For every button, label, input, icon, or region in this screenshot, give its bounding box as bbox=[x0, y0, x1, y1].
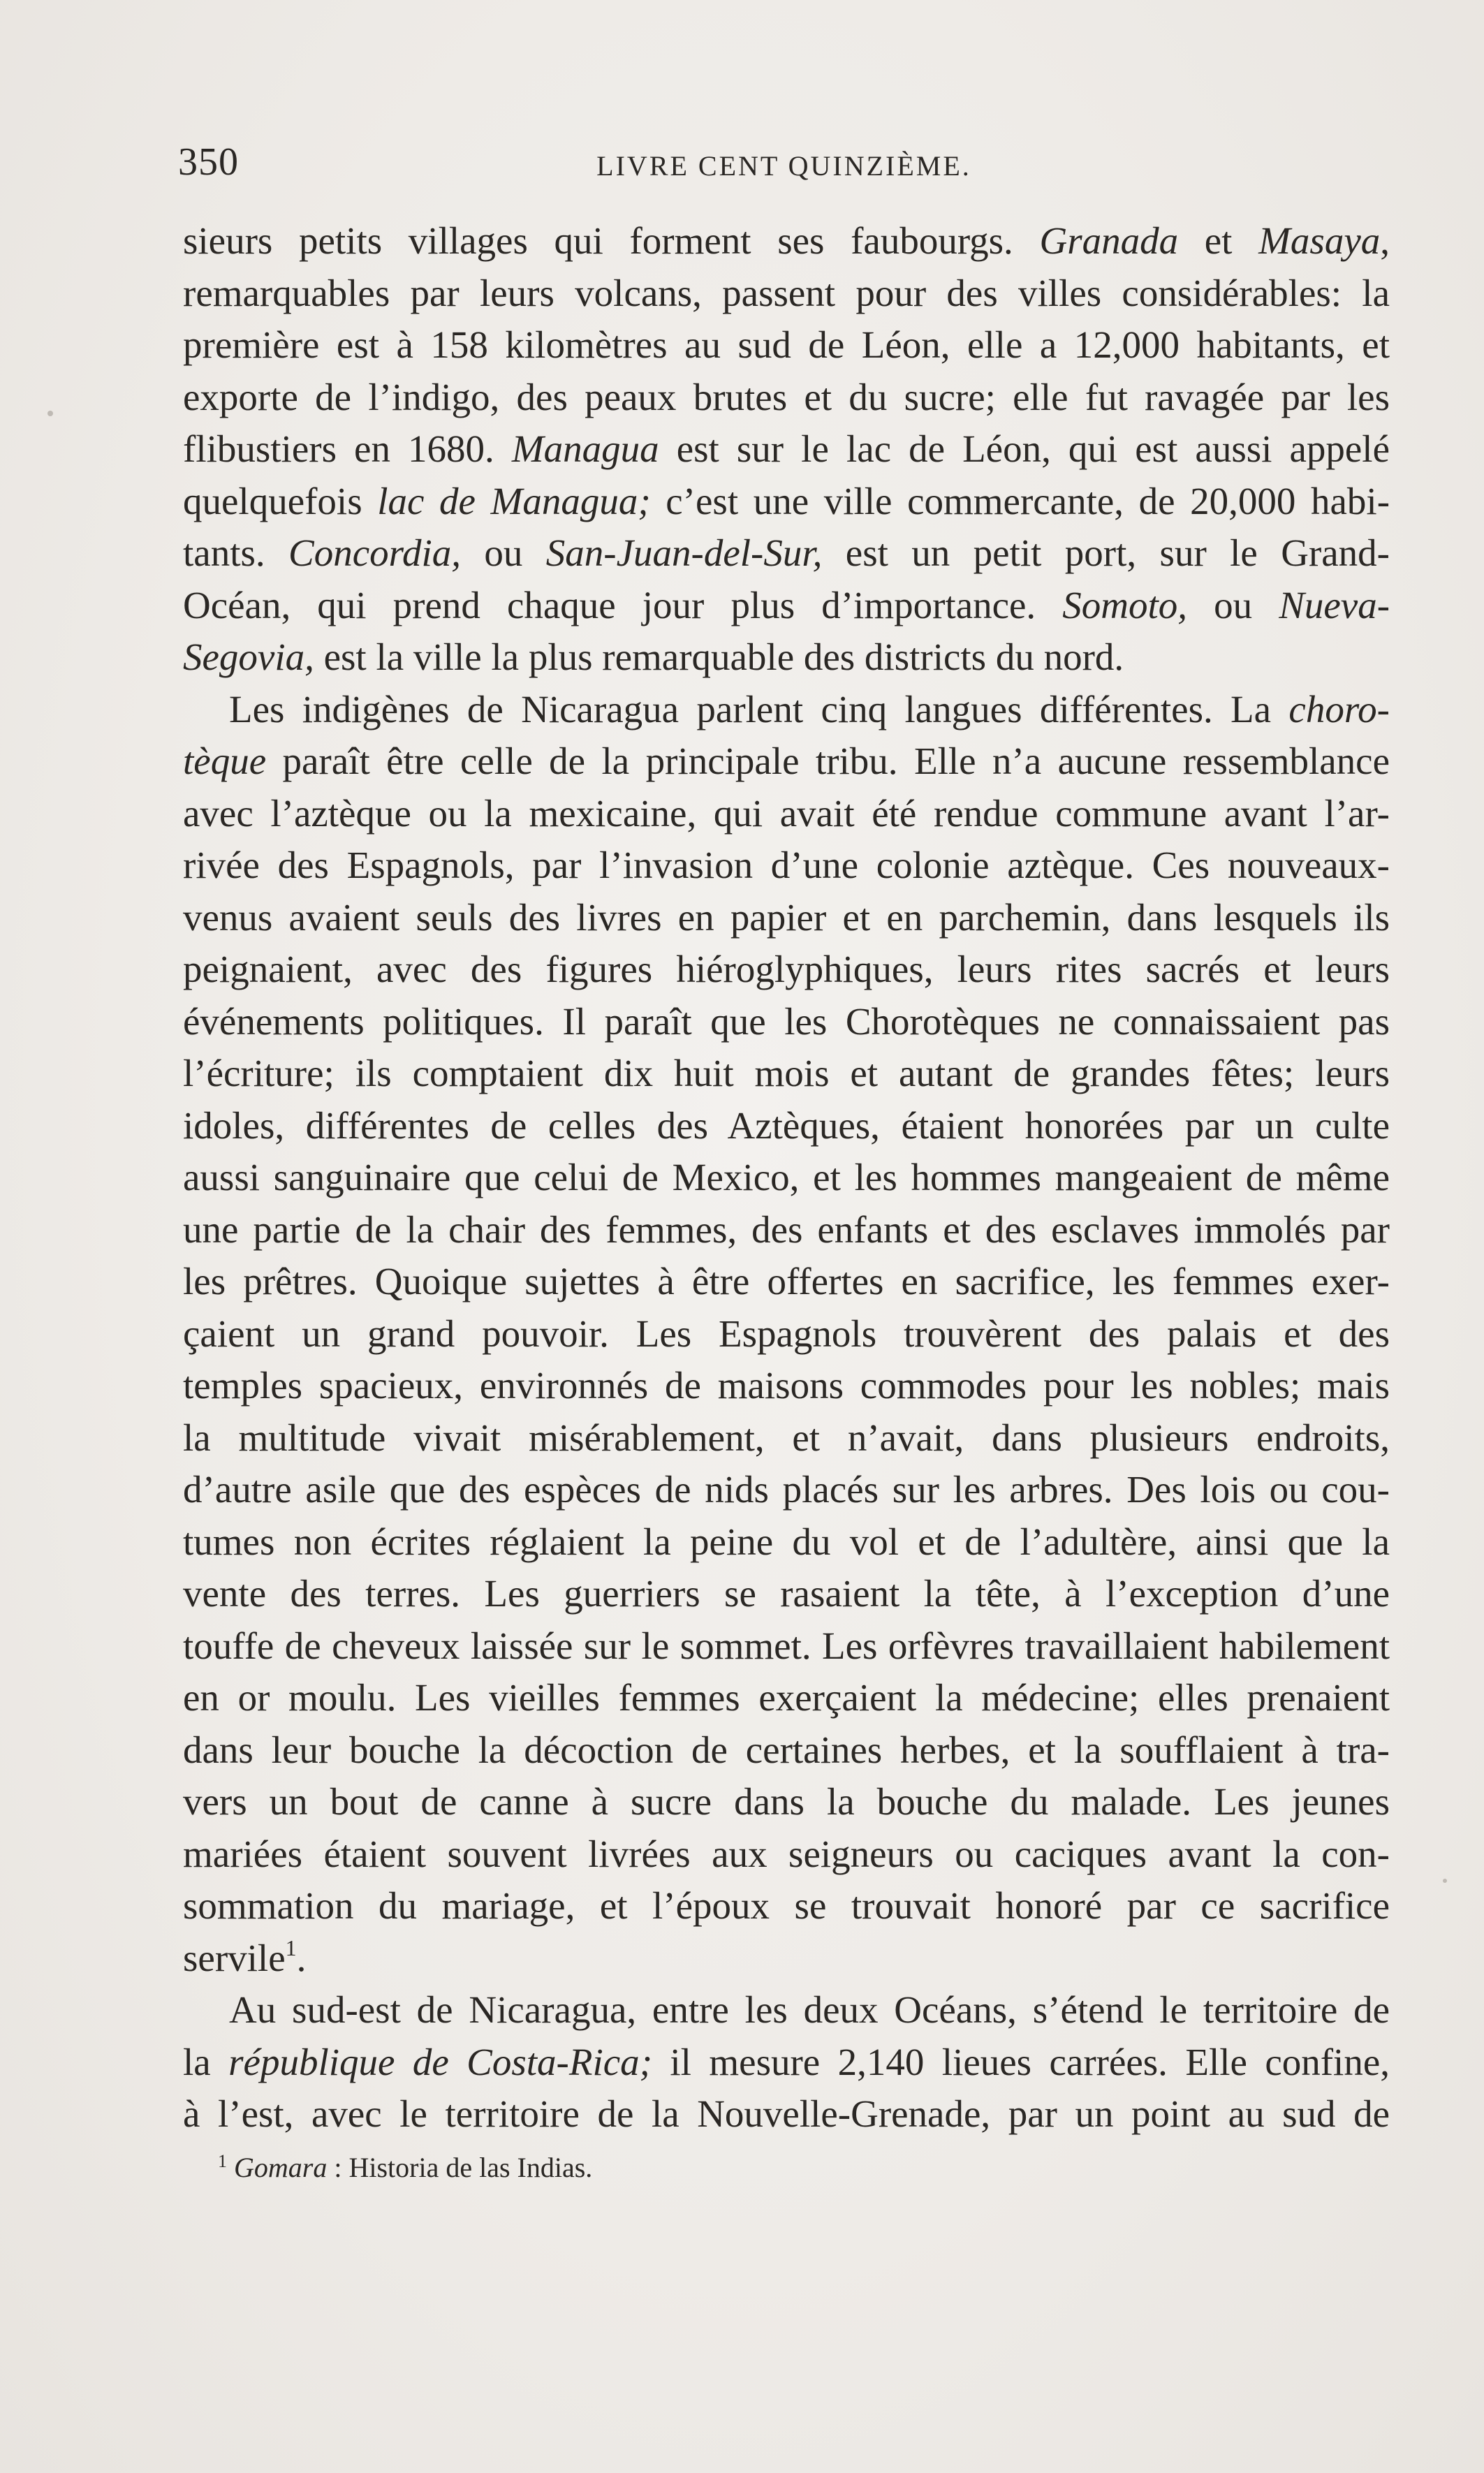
footnote-reference[interactable]: 1 bbox=[285, 1935, 297, 1960]
text-line: vente des terres. Les guerriers se rasaient la tête, à l’exception d’une bbox=[183, 1572, 1390, 1615]
text-line: idoles, différentes de celles des Aztèques, étaient honorées par un culte bbox=[183, 1103, 1390, 1147]
text-run: , bbox=[1380, 219, 1390, 262]
text-line: en or moulu. Les vieilles femmes exerçaient la médecine; elles prenaient bbox=[183, 1676, 1390, 1719]
text-line: rivée des Espagnols, par l’invasion d’une colonie aztèque. Ces nouveaux- bbox=[183, 844, 1390, 886]
text-line bbox=[183, 735, 1390, 788]
text-line bbox=[183, 476, 1390, 528]
text-run: paraît être celle de la principale tribu. Elle n’a aucune ressemblance bbox=[266, 740, 1390, 782]
text-run: il mesure 2,140 lieues carrées. Elle confine, bbox=[652, 2040, 1390, 2083]
italic-run: Masaya bbox=[1258, 219, 1381, 262]
text-line: la multitude vivait misérablement, et n’avait, dans plusieurs endroits, bbox=[183, 1416, 1390, 1459]
text-line: aussi sanguinaire que celui de Mexico, et les hommes mangeaient de même bbox=[183, 1156, 1390, 1198]
text-line: mariées étaient souvent livrées aux seigneurs ou caciques avant la con- bbox=[183, 1832, 1390, 1875]
text-line bbox=[183, 2037, 1390, 2089]
text-line: d’autre asile que des espèces de nids placés sur les arbres. Des lois ou cou- bbox=[183, 1468, 1390, 1511]
text-run: sieurs petits villages qui forment ses faubourgs. bbox=[183, 219, 1040, 262]
italic-run: Granada bbox=[1039, 219, 1179, 262]
text-run: tants. bbox=[183, 531, 289, 574]
text-line: tumes non écrites réglaient la peine du vol et de l’adultère, ainsi que la bbox=[183, 1520, 1390, 1563]
text-line bbox=[183, 684, 1390, 736]
text-line: Au sud-est de Nicaragua, entre les deux Océans, s’étend le territoire de bbox=[229, 1988, 1390, 2031]
text-run: Les indigènes de Nicaragua parlent cinq langues différentes. La bbox=[229, 687, 1289, 731]
body-text bbox=[183, 215, 1390, 2141]
text-line bbox=[183, 527, 1390, 580]
text-line bbox=[183, 423, 1390, 476]
text-run: servile bbox=[183, 1936, 286, 1979]
text-line: l’écriture; ils comptaient dix huit mois et autant de grandes fêtes; leurs bbox=[183, 1052, 1390, 1094]
text-line bbox=[183, 631, 1390, 684]
text-run: et bbox=[1178, 219, 1259, 262]
text-line: touffe de cheveux laissée sur le sommet. Les orfèvres travaillaient habilement bbox=[183, 1624, 1390, 1667]
page-header bbox=[178, 140, 1390, 189]
text-run: est un petit port, sur le Grand- bbox=[822, 531, 1390, 574]
text-run: est sur le lac de Léon, qui est aussi appelé bbox=[659, 427, 1390, 470]
italic-run: Nueva- bbox=[1279, 583, 1390, 626]
paper-speck bbox=[1443, 1879, 1447, 1883]
text-line: dans leur bouche la décoction de certaines herbes, et la soufflaient à tra- bbox=[183, 1728, 1390, 1771]
footnote-title: Historia de las Indias. bbox=[348, 2152, 593, 2183]
footnote-separator: : bbox=[327, 2152, 349, 2183]
running-head: LIVRE CENT QUINZIÈME. bbox=[596, 150, 971, 182]
italic-run: tèque bbox=[183, 740, 267, 782]
text-run: flibustiers en 1680. bbox=[183, 427, 512, 470]
text-line: venus avaient seuls des livres en papier et en parchemin, dans lesquels ils bbox=[183, 895, 1390, 939]
text-run: . bbox=[296, 1936, 307, 1979]
italic-run: choro- bbox=[1288, 687, 1390, 731]
text-run: quelquefois bbox=[183, 479, 378, 522]
paper-speck bbox=[47, 411, 53, 416]
text-line: une partie de la chair des femmes, des enfants et des esclaves immolés par bbox=[183, 1208, 1390, 1251]
text-line: première est à 158 kilomètres au sud de Léon, elle a 12,000 habitants, et bbox=[183, 323, 1390, 366]
italic-run: Somoto, bbox=[1062, 583, 1188, 626]
italic-run: Segovia, bbox=[183, 636, 314, 678]
text-run: la bbox=[183, 2040, 229, 2083]
text-line bbox=[183, 580, 1390, 632]
text-line: événements politiques. Il paraît que les Chorotèques ne connaissaient pas bbox=[183, 999, 1390, 1043]
italic-run: lac de Managua; bbox=[377, 479, 651, 522]
text-line: exporte de l’indigo, des peaux brutes et du sucre; elle fut ravagée par les bbox=[183, 375, 1390, 418]
text-line bbox=[183, 215, 1390, 267]
text-line: remarquables par leurs volcans, passent pour des villes considérables: la bbox=[183, 271, 1390, 314]
text-run: ou bbox=[1187, 583, 1279, 626]
page-number: 350 bbox=[178, 140, 239, 184]
italic-run: Concordia, bbox=[288, 531, 462, 574]
paragraph-1 bbox=[183, 215, 1390, 684]
italic-run: San-Juan-del-Sur, bbox=[545, 531, 823, 574]
text-line: çaient un grand pouvoir. Les Espagnols trouvèrent des palais et des bbox=[183, 1312, 1390, 1355]
footnote bbox=[218, 2151, 592, 2184]
paragraph-2 bbox=[183, 684, 1390, 1985]
paragraph-3 bbox=[183, 1984, 1390, 2141]
text-line: sommation du mariage, et l’époux se trouvait honoré par ce sacrifice bbox=[183, 1884, 1390, 1927]
text-line bbox=[183, 1932, 1390, 1985]
text-line: à l’est, avec le territoire de la Nouvelle-Grenade, par un point au sud de bbox=[183, 2092, 1390, 2135]
italic-run: Managua bbox=[511, 427, 659, 470]
text-line: vers un bout de canne à sucre dans la bouche du malade. Les jeunes bbox=[183, 1780, 1390, 1823]
footnote-author: Gomara bbox=[234, 2152, 328, 2183]
footnote-mark: 1 bbox=[218, 2151, 227, 2171]
text-run: c’est une ville commercante, de 20,000 habi- bbox=[650, 479, 1390, 522]
text-run: Océan, qui prend chaque jour plus d’importance. bbox=[183, 583, 1063, 626]
text-line: les prêtres. Quoique sujettes à être offertes en sacrifice, les femmes exer- bbox=[183, 1260, 1390, 1302]
text-line: temples spacieux, environnés de maisons commodes pour les nobles; mais bbox=[183, 1364, 1390, 1407]
text-line: peignaient, avec des figures hiéroglyphiques, leurs rites sacrés et leurs bbox=[183, 948, 1390, 990]
text-line: avec l’aztèque ou la mexicaine, qui avait été rendue commune avant l’ar- bbox=[183, 791, 1390, 835]
text-run: est la ville la plus remarquable des districts du nord. bbox=[314, 636, 1124, 678]
italic-run: république de Costa-Rica; bbox=[228, 2040, 652, 2083]
text-run: ou bbox=[461, 531, 546, 574]
